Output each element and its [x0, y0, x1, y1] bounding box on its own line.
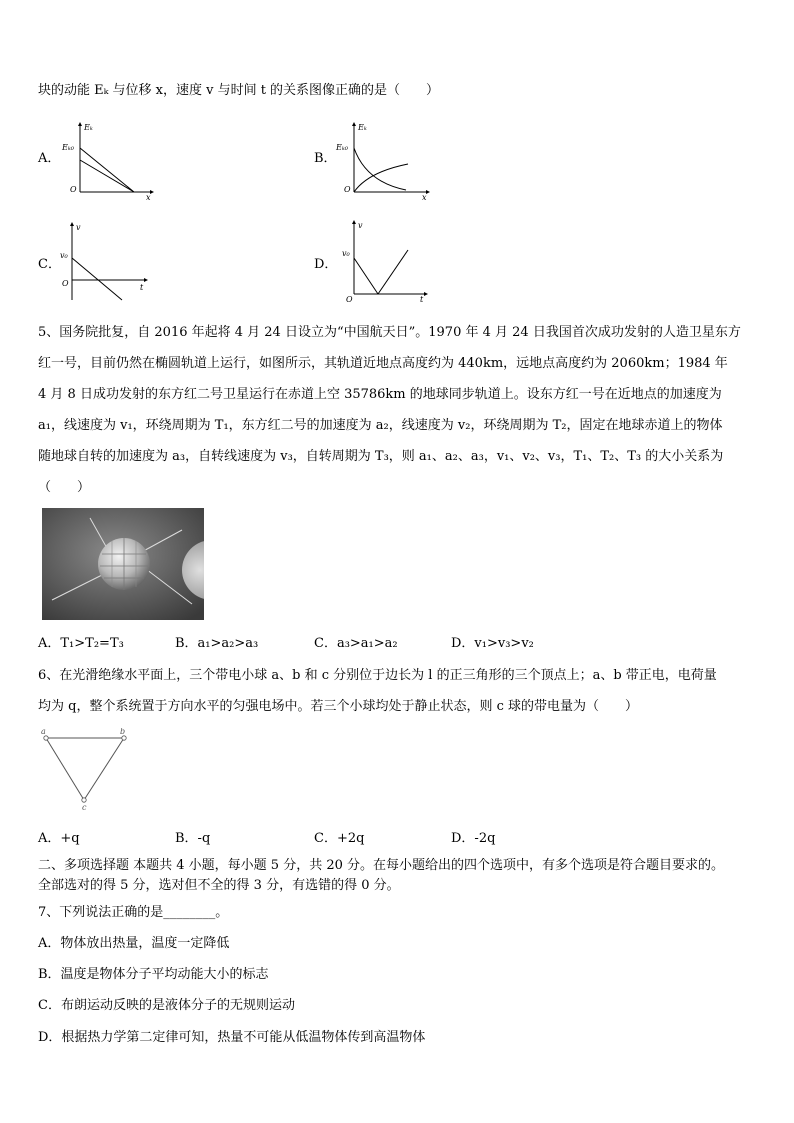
q5-line-2: 红一号，目前仍然在椭圆轨道上运行，如图所示，其轨道近地点高度约为 440km，远地点高度约为 2060km；1984 年 — [38, 356, 728, 371]
q5-line-6: （ ） — [38, 480, 91, 495]
q7-option-b[interactable]: B．温度是物体分子平均动能大小的标志 — [38, 967, 269, 982]
q7-option-c[interactable]: C．布朗运动反映的是液体分子的无规则运动 — [38, 998, 295, 1013]
q4-option-b-letter[interactable]: B． — [314, 151, 337, 166]
graph-a-origin: O — [70, 185, 77, 194]
q5-line-1: 5、国务院批复，自 2016 年起将 4 月 24 日设立为“中国航天日”。1970 年 4 月 24 日我国首次成功发射的人造卫星东方 — [38, 325, 741, 340]
vertex-a-label: a — [41, 728, 46, 736]
q6-option-a[interactable]: A．+q — [38, 831, 80, 846]
vertex-c-label: c — [82, 803, 87, 810]
q6-option-d[interactable]: D．-2q — [451, 831, 496, 846]
q5-option-d[interactable]: D．v₁>v₃>v₂ — [451, 636, 534, 651]
q4-graph-d — [336, 218, 434, 308]
graph-d-xlabel: t — [420, 295, 424, 304]
ek-x-graph-a — [62, 120, 157, 202]
q4-option-c-letter[interactable]: C． — [38, 257, 61, 272]
satellite-photo — [42, 508, 204, 620]
q4-option-d-letter[interactable]: D． — [314, 257, 338, 272]
graph-c-origin: O — [62, 279, 69, 288]
q4-stem: 块的动能 Eₖ 与位移 x，速度 v 与时间 t 的关系图像正确的是（ ） — [38, 83, 440, 98]
v-t-graph-d — [336, 218, 434, 304]
graph-c-ylabel: v — [76, 223, 81, 232]
q7-option-a[interactable]: A．物体放出热量，温度一定降低 — [38, 936, 230, 951]
ek-x-graph-b — [336, 120, 434, 202]
section2-line-2: 全部选对的得 5 分，选对但不全的得 3 分，有选错的得 0 分。 — [38, 878, 400, 893]
q5-line-3: 4 月 8 日成功发射的东方红二号卫星运行在赤道上空 35786km 的地球同步轨道上。设东方红一号在近地点的加速度为 — [38, 387, 722, 402]
q5-line-4: a₁，线速度为 v₁，环绕周期为 T₁，东方红二号的加速度为 a₂，线速度为 v₂，环绕周期为 T₂，固定在地球赤道上的物体 — [38, 418, 723, 433]
q4-graph-a — [62, 120, 157, 206]
graph-a-y0label: Eₖ₀ — [62, 143, 74, 152]
q6-line-2: 均为 q，整个系统置于方向水平的匀强电场中。若三个小球均处于静止状态，则 c 球的带电量为（ ） — [38, 699, 639, 714]
satellite-image — [42, 508, 204, 620]
q4-option-a-letter[interactable]: A． — [38, 151, 61, 166]
triangle-diagram — [38, 728, 138, 814]
graph-c-xlabel: t — [140, 283, 144, 292]
equilateral-triangle — [38, 728, 138, 810]
graph-d-ylabel: v — [358, 221, 363, 230]
graph-d-y0label: v₀ — [342, 249, 350, 258]
q7-stem: 7、下列说法正确的是________。 — [38, 905, 229, 920]
graph-b-y0label: Eₖ₀ — [336, 143, 348, 152]
graph-a-xlabel: x — [146, 193, 151, 202]
graph-b-ylabel: Eₖ — [358, 123, 367, 132]
graph-c-y0label: v₀ — [60, 251, 68, 260]
graph-b-xlabel: x — [422, 193, 427, 202]
q5-line-5: 随地球自转的加速度为 a₃，自转线速度为 v₃，自转周期为 T₃，则 a₁、a₂、a₃，v₁、v₂、v₃，T₁、T₂、T₃ 的大小关系为 — [38, 449, 724, 464]
q6-option-c[interactable]: C．+2q — [314, 831, 365, 846]
q6-line-1: 6、在光滑绝缘水平面上，三个带电小球 a、b 和 c 分别位于边长为 l 的正三角形的三个顶点上；a、b 带正电，电荷量 — [38, 668, 717, 683]
vertex-b-label: b — [120, 728, 126, 736]
q5-option-a[interactable]: A．T₁>T₂=T₃ — [38, 636, 124, 651]
q6-option-b[interactable]: B．-q — [175, 831, 211, 846]
graph-d-origin: O — [346, 295, 353, 304]
q7-option-d[interactable]: D．根据热力学第二定律可知，热量不可能从低温物体传到高温物体 — [38, 1030, 426, 1045]
q4-graph-b — [336, 120, 434, 206]
graph-a-ylabel: Eₖ — [84, 123, 93, 132]
q5-option-b[interactable]: B．a₁>a₂>a₃ — [175, 636, 259, 651]
v-t-graph-c — [60, 220, 155, 302]
q5-option-c[interactable]: C．a₃>a₁>a₂ — [314, 636, 398, 651]
graph-b-origin: O — [344, 185, 351, 194]
q4-graph-c — [60, 220, 155, 306]
section2-line-1: 二、多项选择题 本题共 4 小题，每小题 5 分，共 20 分。在每小题给出的四个选项中，有多个选项是符合题目要求的。 — [38, 858, 725, 873]
